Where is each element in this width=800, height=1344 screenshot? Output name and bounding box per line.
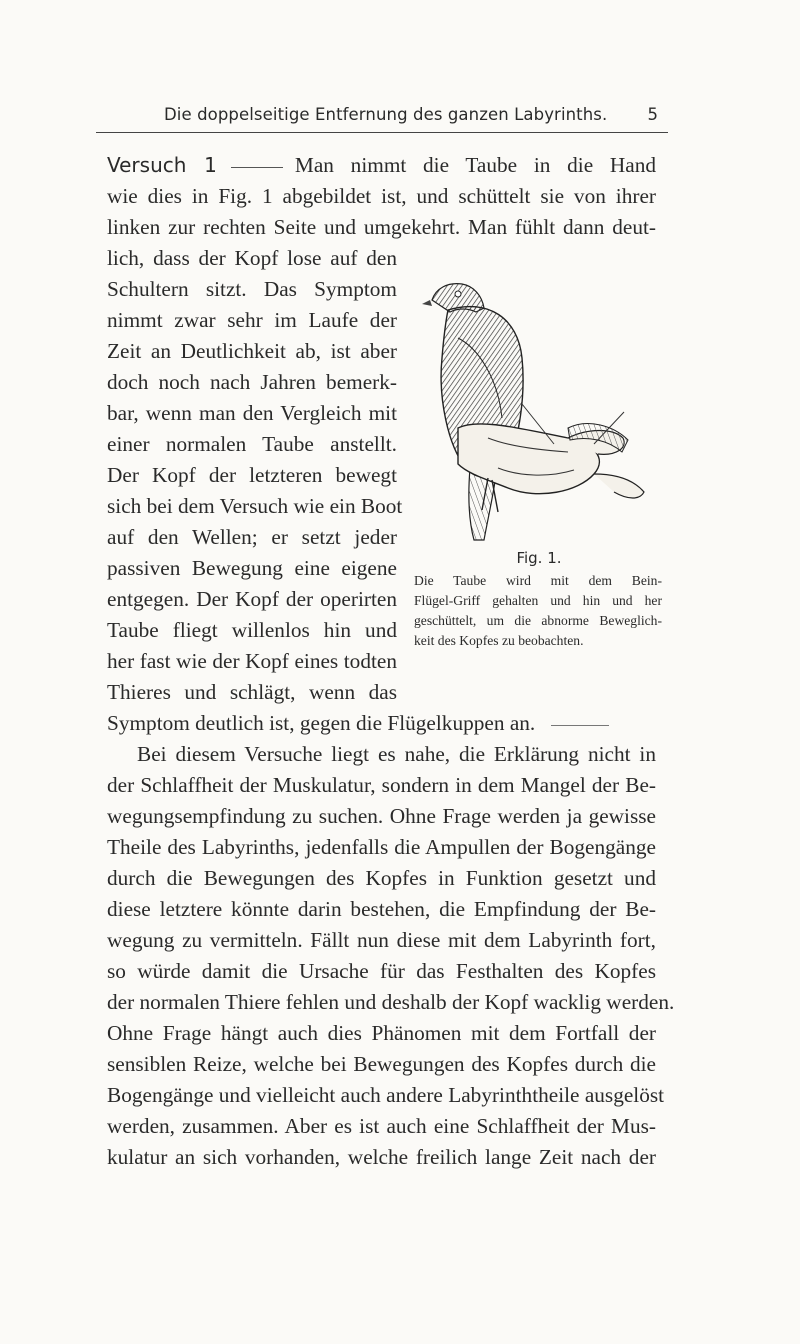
text-line: werden, zusammen. Aber es ist auch eine Schlaffheit der Mus-: [107, 1114, 656, 1138]
caption-line: keit des Kopfes zu beobachten.: [414, 633, 584, 648]
text-line: wegungsempfindung zu suchen. Ohne Frage werden ja gewisse: [107, 804, 656, 828]
text-line: Bei diesem Versuche liegt es nahe, die Erklärung nicht in: [137, 742, 656, 766]
em-dash-rule: [231, 167, 283, 168]
text-line: wegung zu vermitteln. Fällt nun diese mit dem Labyrinth fort,: [107, 928, 656, 952]
closing-rule: [551, 725, 609, 726]
text-line: wie dies in Fig. 1 abgebildet ist, und schüttelt sie von ihrer: [107, 184, 656, 208]
text-line: der Schlaffheit der Muskulatur, sondern in dem Mangel der Be-: [107, 773, 656, 797]
text-line: Symptom deutlich ist, gegen die Flügelkuppen an.: [107, 708, 656, 739]
text-line: passiven Bewegung eine eigene: [107, 556, 397, 580]
figure-label: Fig. 1.: [516, 549, 562, 567]
text-line: lich, dass der Kopf lose auf den: [107, 246, 397, 270]
paragraph-1-opening: [107, 150, 656, 243]
text-line: Taube fliegt willenlos hin und: [107, 618, 397, 642]
text-line: entgegen. Der Kopf der operirten: [107, 587, 397, 611]
caption-line: geschüttelt, um die abnorme Beweglich-: [414, 613, 662, 628]
text-line: linken zur rechten Seite und umgekehrt. Man fühlt dann deut-: [107, 215, 656, 239]
page-number: 5: [647, 105, 658, 124]
figure-pigeon-in-hand: [418, 278, 658, 548]
text-line: der normalen Thiere fehlen und deshalb der Kopf wacklig werden.: [107, 990, 675, 1014]
text-line: Schultern sitzt. Das Symptom: [107, 277, 397, 301]
caption-line: Die Taube wird mit dem Bein-: [414, 573, 662, 588]
text-line: Versuch 1 Man nimmt die Taube in die Hand: [107, 153, 656, 177]
paragraph-1-closing: [107, 708, 656, 739]
caption-line: Flügel-Griff gehalten und hin und her: [414, 593, 662, 608]
text-line: sich bei dem Versuch wie ein Boot: [107, 494, 403, 518]
versuch-label: Versuch 1: [107, 153, 217, 177]
text-line: sensiblen Reize, welche bei Bewegungen des Kopfes durch die: [107, 1052, 656, 1076]
text-line: diese letztere könnte darin bestehen, die Empfindung der Be-: [107, 897, 656, 921]
text-line: bar, wenn man den Vergleich mit: [107, 401, 397, 425]
text-line: auf den Wellen; er setzt jeder: [107, 525, 397, 549]
text-line: doch noch nach Jahren bemerk-: [107, 370, 397, 394]
text-line: einer normalen Taube anstellt.: [107, 432, 397, 456]
paragraph-2: [107, 739, 675, 1173]
text-line: durch die Bewegungen des Kopfes in Funktion gesetzt und: [107, 866, 656, 890]
figure-caption: [414, 571, 662, 651]
running-title: Die doppelseitige Entfernung des ganzen Labyrinths.: [164, 105, 608, 124]
paragraph-1-wrapped: [107, 243, 403, 708]
pigeon-hand-illustration: [418, 278, 658, 548]
text-line: Theile des Labyrinths, jedenfalls die Ampullen der Bogengänge: [107, 835, 656, 859]
text-line: Der Kopf der letzteren bewegt: [107, 463, 397, 487]
text-line: Ohne Frage hängt auch dies Phänomen mit dem Fortfall der: [107, 1021, 656, 1045]
text-line: kulatur an sich vorhanden, welche freilich lange Zeit nach der: [107, 1145, 656, 1169]
text-line: her fast wie der Kopf eines todten: [107, 649, 397, 673]
text-line: Zeit an Deutlichkeit ab, ist aber: [107, 339, 397, 363]
text-line: Thieres und schlägt, wenn das: [107, 680, 397, 704]
text-line: Bogengänge und vielleicht auch andere Labyrinththeile ausgelöst: [107, 1083, 665, 1107]
running-header: [96, 102, 668, 133]
text-line: nimmt zwar sehr im Laufe der: [107, 308, 397, 332]
text-line: so würde damit die Ursache für das Festhalten des Kopfes: [107, 959, 656, 983]
